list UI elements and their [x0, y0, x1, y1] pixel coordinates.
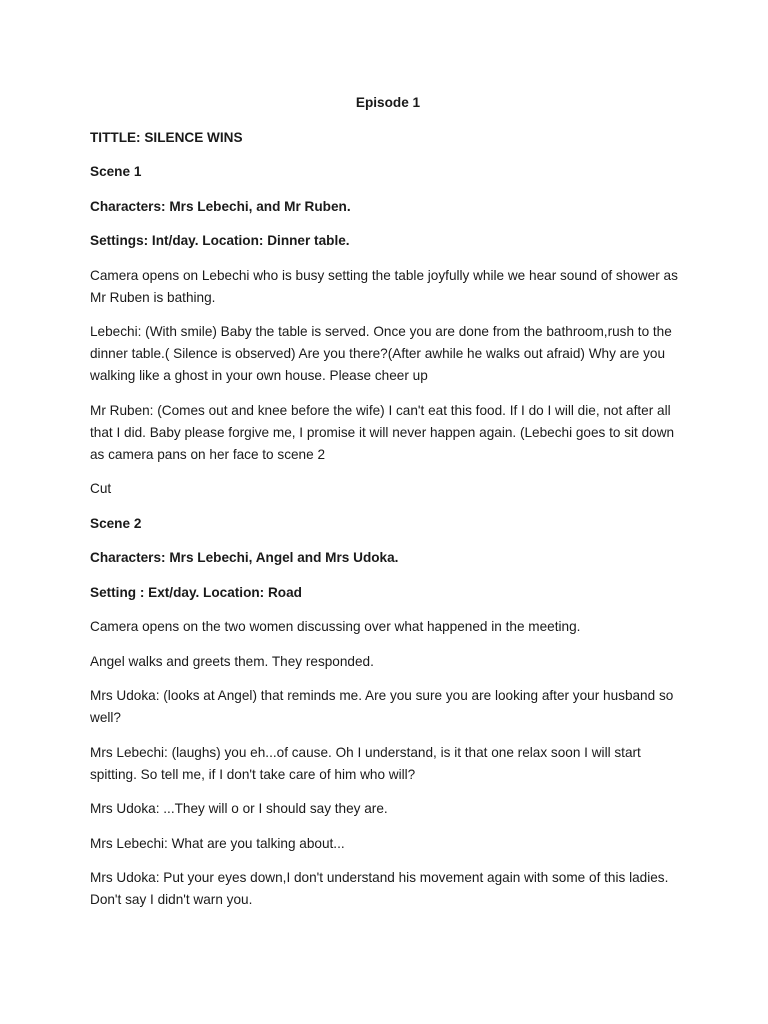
scene-2-dialogue-lebechi-1: Mrs Lebechi: (laughs) you eh...of cause. Oh I understand, is it that one relax soon I will start spitting. So tell me, if I don't take care of him who will?	[90, 744, 641, 782]
scene-2-dialogue-lebechi-2: Mrs Lebechi: What are you talking about...	[90, 835, 345, 851]
scene-2-dialogue-udoka-3: Mrs Udoka: Put your eyes down,I don't understand his movement again with some of this ladies. Don't say I didn't warn you.	[90, 870, 669, 907]
episode-heading: Episode 1	[355, 95, 421, 110]
scene-1-action: Camera opens on Lebechi who is busy setting the table joyfully while we hear sound of shower as Mr Ruben is bathing.	[90, 267, 678, 305]
scene-1-dialogue-ruben: Mr Ruben: (Comes out and knee before the wife) I can't eat this food. If I do I will die, not after all that I did. Baby please forgive me, I promise it will never happen again. (Lebechi goes to sit down as camera pans on her face to scene 2	[90, 402, 675, 462]
scene-1-heading: Scene 1	[90, 164, 142, 179]
scene-2-dialogue-udoka-1: Mrs Udoka: (looks at Angel) that reminds me. Are you sure you are looking after your husband so well?	[90, 688, 674, 725]
script-body	[90, 92, 686, 924]
scene-2-dialogue-udoka-2: Mrs Udoka: ...They will o or I should say they are.	[90, 801, 388, 816]
scene-2-characters: Characters: Mrs Lebechi, Angel and Mrs Udoka.	[90, 550, 399, 565]
scene-2-action-2: Angel walks and greets them. They responded.	[90, 653, 374, 669]
scene-1-cut: Cut	[90, 481, 112, 496]
scene-1-settings: Settings: Int/day. Location: Dinner table.	[90, 233, 350, 248]
scene-1-dialogue-lebechi: Lebechi: (With smile) Baby the table is served. Once you are done from the bathroom,rush to the dinner table.( Silence is observed) Are you there?(After awhile he walks out afraid) Why are you walking like a ghost in your own house. Please cheer up	[90, 324, 672, 383]
scene-2-action-1: Camera opens on the two women discussing over what happened in the meeting.	[90, 619, 581, 634]
script-title: TITTLE: SILENCE WINS	[90, 129, 243, 145]
scene-1-characters: Characters: Mrs Lebechi, and Mr Ruben.	[90, 198, 351, 214]
scene-2-setting: Setting : Ext/day. Location: Road	[90, 584, 302, 600]
scene-2-heading: Scene 2	[90, 515, 142, 531]
